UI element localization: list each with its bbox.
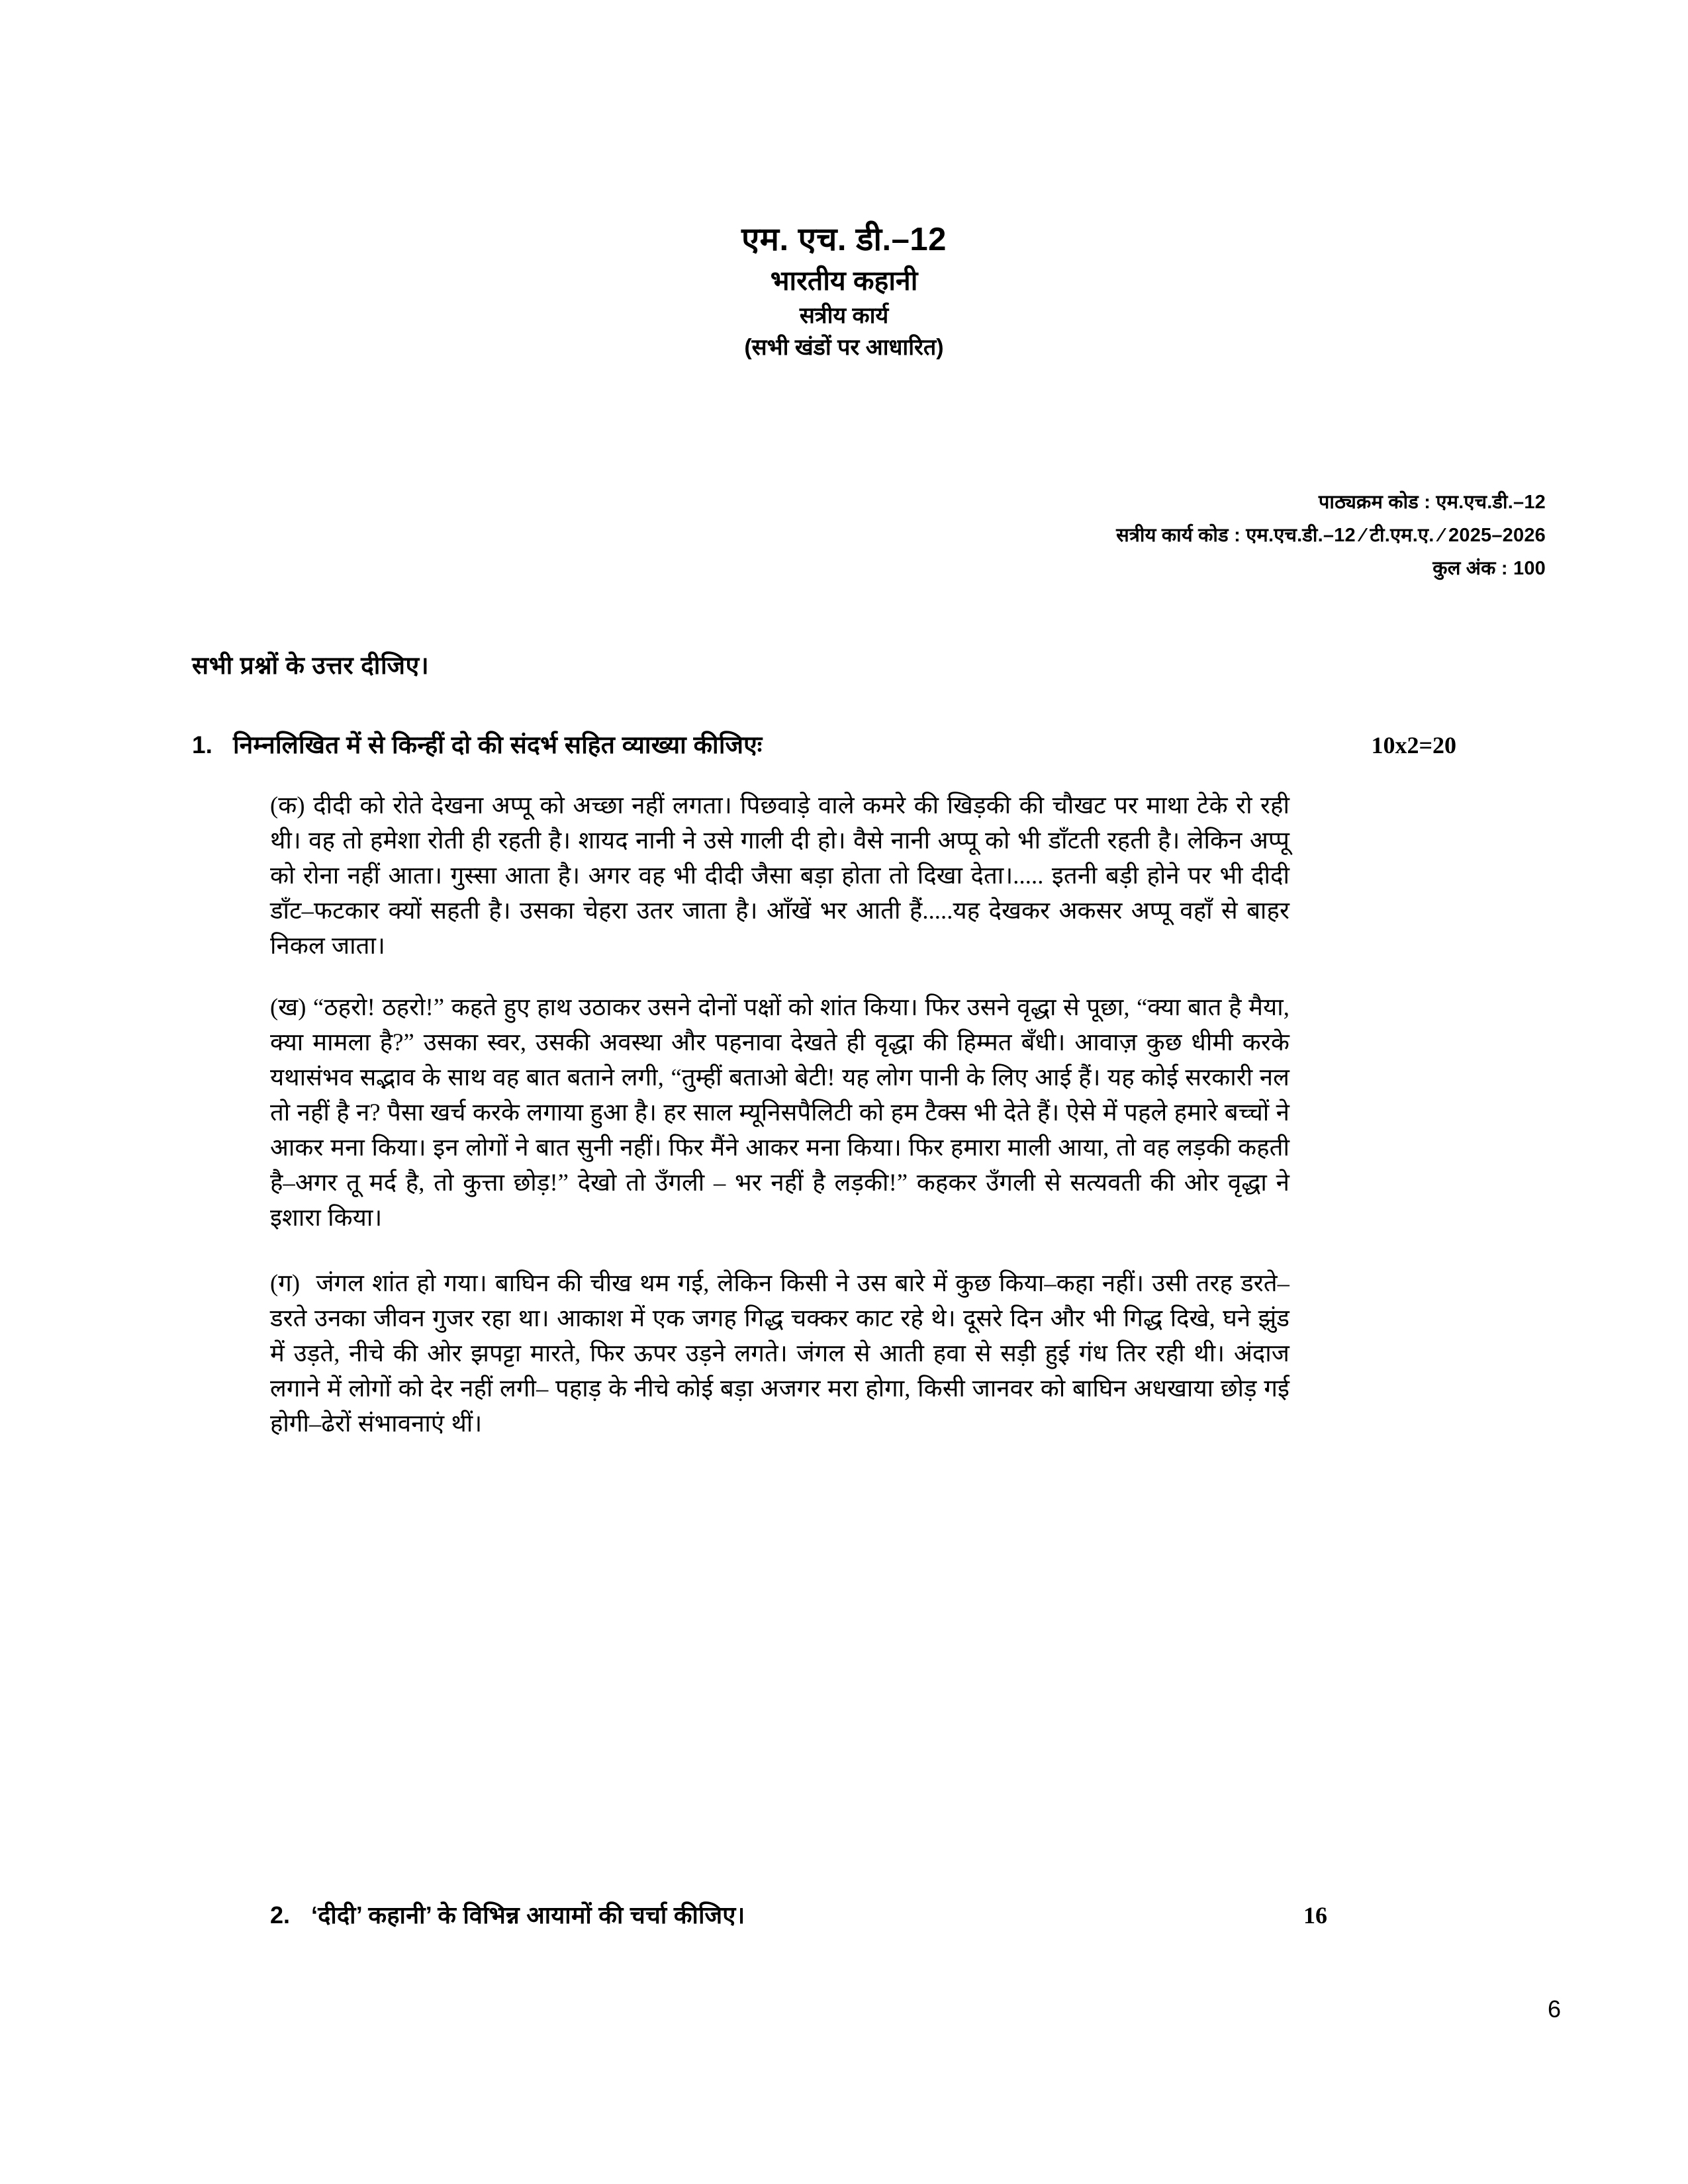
passage-list <box>270 788 1289 1467</box>
passage-marker: (ग) <box>270 1269 301 1297</box>
assignment-title: सत्रीय कार्य <box>799 302 889 328</box>
page-number: 6 <box>1547 1995 1561 2023</box>
passage-text: दीदी को रोते देखना अप्पू को अच्छा नहीं लगता। पिछवाड़े वाले कमरे की खिड़की की चौखट पर माथा टेके रो रही थी। वह तो हमेशा रोती ही रहती है। शायद नानी ने उसे गाली दी हो। वैसे नानी अप्पू को भी डाँटती रहती है। लेकिन अप्पू को रोना नहीं आता। गुस्सा आता है। अगर वह भी दीदी जैसा बड़ा होता तो दिखा देता।..... इतनी बड़ी होने पर भी दीदी डाँट–फटकार क्यों सहती है। उसका चेहरा उतर जाता है। आँखें भर आती हैं.....यह देखकर अकसर अप्पू वहाँ से बाहर निकल जाता। <box>270 792 1289 959</box>
question-2-text: ‘दीदी’ कहानी’ के विभिन्न आयामों की चर्चा कीजिए। <box>311 1901 745 1929</box>
assignment-basis-note: (सभी खंडों पर आधारित) <box>744 334 944 360</box>
question-2-number: 2. <box>270 1901 291 1929</box>
assignment-code-line: सत्रीय कार्य कोड : एम.एच.डी.–12 ⁄ टी.एम.ए. ⁄ 2025–2026 <box>1116 524 1546 546</box>
question-2 <box>270 1898 1546 1931</box>
question-1-marks: 10x2=20 <box>1371 732 1456 758</box>
passage-marker: (क) <box>270 792 305 819</box>
passage-text: जंगल शांत हो गया। बाघिन की चीख थम गई, लेकिन किसी ने उस बारे में कुछ किया–कहा नहीं। उसी तरह डरते–डरते उनका जीवन गुजर रहा था। आकाश में एक जगह गिद्ध चक्कर काट रहे थे। दूसरे दिन और भी गिद्ध दिखे, घने झुंड में उड़ते, नीचे की ओर झपट्टा मारते, फिर ऊपर उड़ने लगते। जंगल से आती हवा से सड़ी हुई गंध तिर रही थी। अंदाज लगाने में लोगों को देर नहीं लगी– पहाड़ के नीचे कोई बड़ा अजगर मरा होगा, किसी जानवर को बाघिन अधखाया छोड़ गई होगी–ढेरों संभावनाएं थीं। <box>270 1269 1289 1437</box>
question-1-text: निम्नलिखित में से किन्हीं दो की संदर्भ सहित व्याख्या कीजिएः <box>233 731 763 758</box>
course-code-line: पाठ्यक्रम कोड : एम.एच.डी.–12 <box>1318 492 1546 513</box>
question-1 <box>192 727 1546 760</box>
document-header <box>0 218 1688 363</box>
subject-title: भारतीय कहानी <box>770 265 918 296</box>
question-1-number: 1. <box>192 731 212 758</box>
passage-item <box>270 1265 1289 1441</box>
total-marks-line: कुल अंक : 100 <box>1432 557 1546 579</box>
passage-item <box>270 788 1289 963</box>
assignment-meta-block <box>1116 486 1546 586</box>
course-code-title: एम. एच. डी.–12 <box>741 222 947 257</box>
passage-marker: (ख) <box>270 993 306 1021</box>
question-2-marks: 16 <box>1303 1902 1327 1929</box>
general-instruction: सभी प्रश्नों के उत्तर दीजिए। <box>192 652 430 679</box>
passage-text: “ठहरो! ठहरो!” कहते हुए हाथ उठाकर उसने दोनों पक्षों को शांत किया। फिर उसने वृद्धा से पूछा, “क्या बात है मैया, क्या मामला है?” उसका स्वर, उसकी अवस्था और पहनावा देखते ही वृद्धा की हिम्मत बँधी। आवाज़ कुछ धीमी करके यथासंभव सद्भाव के साथ वह बात बताने लगी, “तुम्हीं बताओ बेटी! यह लोग पानी के लिए आई हैं। यह कोई सरकारी नल तो नहीं है न? पैसा खर्च करके लगाया हुआ है। हर साल म्यूनिसपैलिटी को हम टैक्स भी देते हैं। ऐसे में पहले हमारे बच्चों ने आकर मना किया। इन लोगों ने बात सुनी नहीं। फिर मैंने आकर मना किया। फिर हमारा माली आया, तो वह लड़की कहती है–अगर तू मर्द है, तो कुत्ता छोड़!” देखो तो उँगली – भर नहीं है लड़की!” कहकर उँगली से सत्यवती की ओर वृद्धा ने इशारा किया। <box>270 993 1289 1231</box>
passage-item <box>270 989 1289 1235</box>
